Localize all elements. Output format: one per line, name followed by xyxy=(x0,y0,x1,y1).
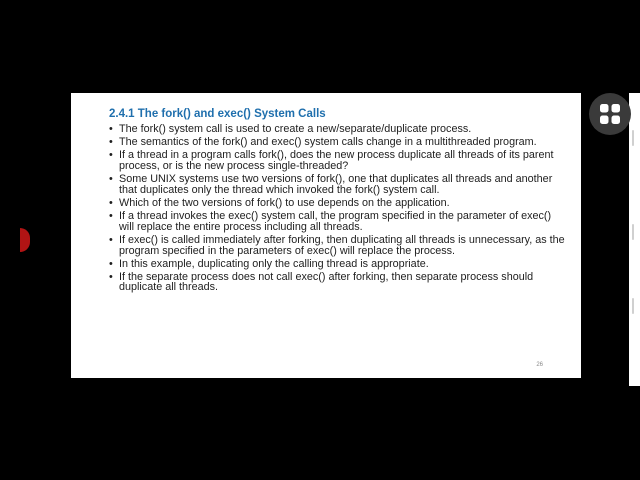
bullet-item: • Which of the two versions of fork() to use depends on the application. xyxy=(109,198,569,209)
bullet-item: • In this example, duplicating only the calling thread is appropriate. xyxy=(109,259,569,270)
red-edge-tab[interactable] xyxy=(20,228,30,252)
apps-grid-button[interactable] xyxy=(589,93,631,135)
bullet-item: • If exec() is called immediately after forking, then duplicating all threads is unnecessary, as the program specified in the parameters of exec() will replace the process. xyxy=(109,235,569,256)
bullet-item: • The semantics of the fork() and exec() system calls change in a multithreaded program. xyxy=(109,137,569,148)
bullet-item: • Some UNIX systems use two versions of fork(), one that duplicates all threads and another that duplicates only the thread which invoked the fork() system call. xyxy=(109,174,569,195)
panel-scroll-tick xyxy=(632,298,634,314)
slide-title: 2.4.1 The fork() and exec() System Calls xyxy=(109,108,326,120)
bullet-item: • If a thread invokes the exec() system call, the program specified in the parameter of exec() will replace the entire process including all threads. xyxy=(109,211,569,232)
side-panel xyxy=(629,93,640,386)
bullet-item: • If a thread in a program calls fork(), does the new process duplicate all threads of its parent process, or is the new process single-threaded? xyxy=(109,150,569,171)
grid-icon xyxy=(599,103,621,125)
panel-scroll-tick xyxy=(632,224,634,240)
panel-scroll-tick xyxy=(632,130,634,146)
bullet-list xyxy=(109,124,569,293)
bullet-item: • The fork() system call is used to create a new/separate/duplicate process. xyxy=(109,124,569,135)
bullet-item: • If the separate process does not call exec() after forking, then separate process should duplicate all threads. xyxy=(109,272,569,293)
presentation-slide xyxy=(71,93,581,378)
slide-page-number: 26 xyxy=(536,362,543,368)
